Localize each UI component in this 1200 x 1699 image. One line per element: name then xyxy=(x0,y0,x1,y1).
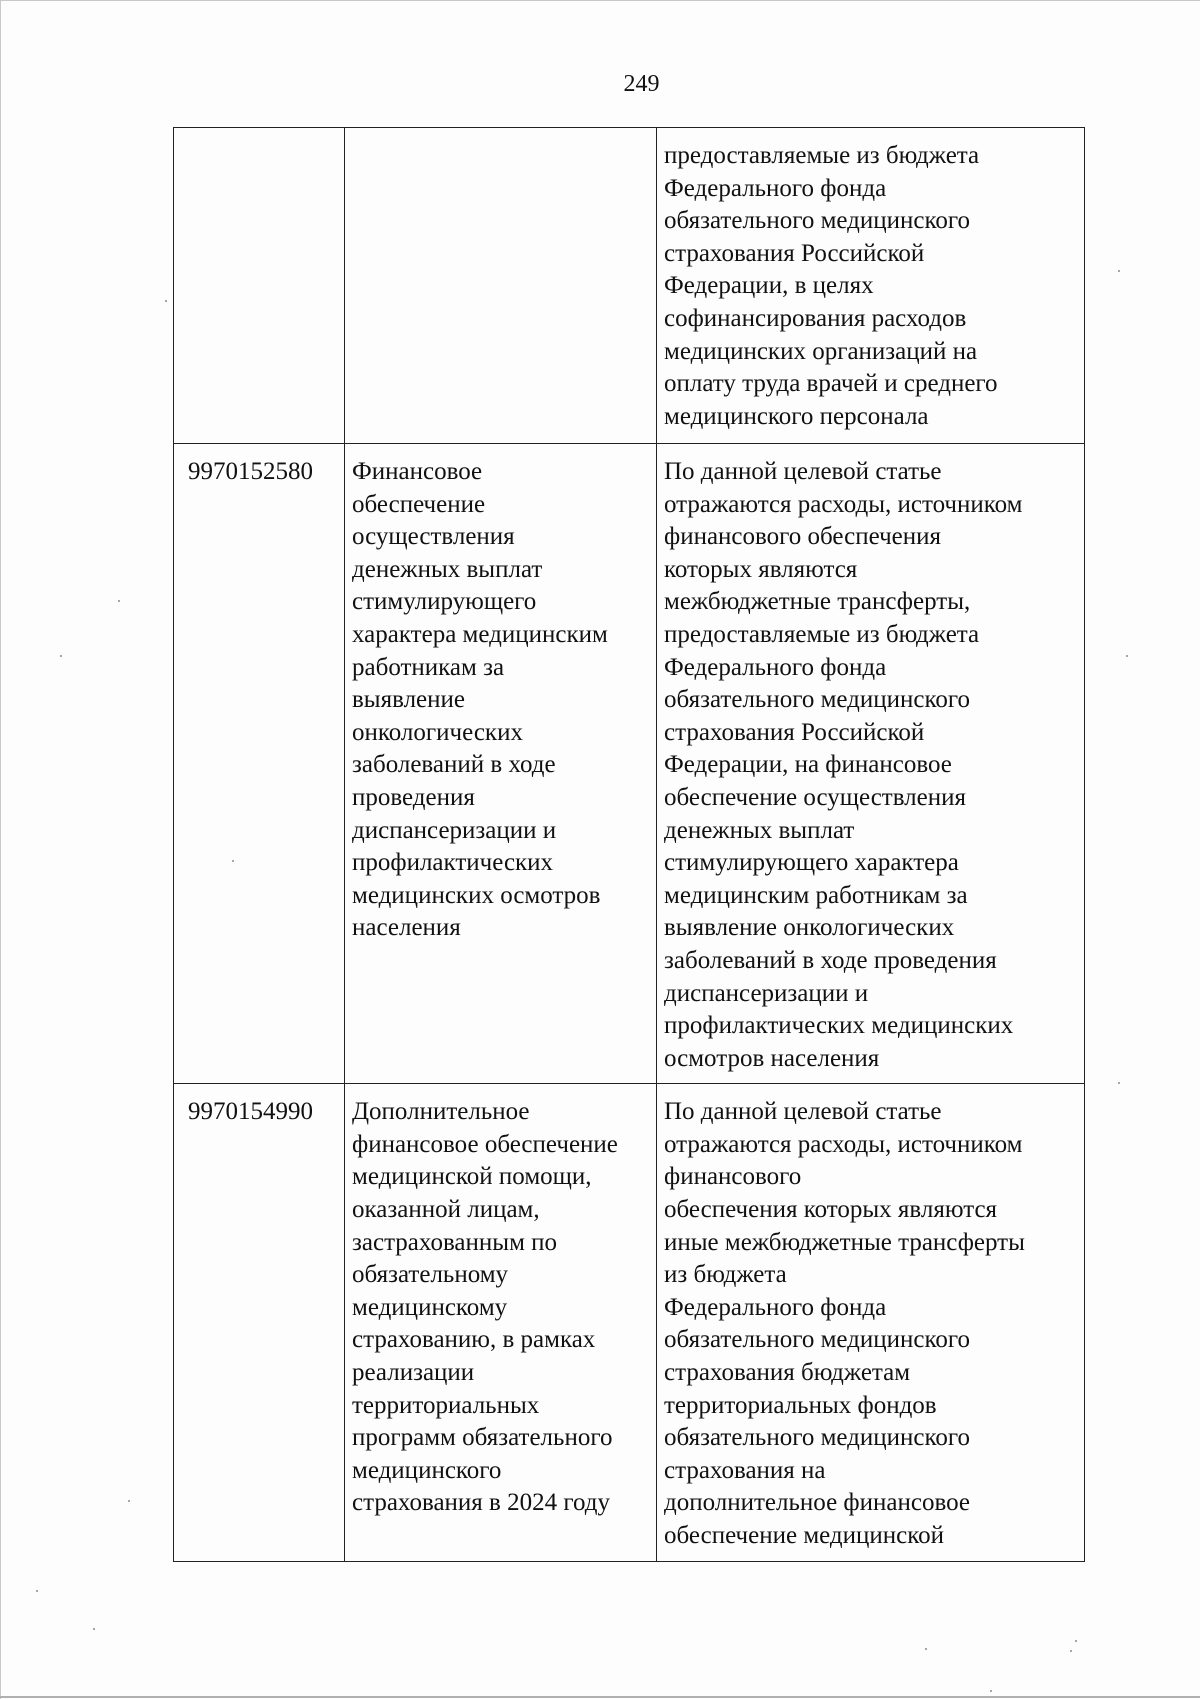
scan-edge-bottom xyxy=(0,1696,1200,1698)
scan-speck xyxy=(925,1648,927,1650)
target-item-code-cell: 9970152580 xyxy=(174,444,345,1084)
table-row xyxy=(174,1084,1085,1561)
scan-speck xyxy=(1075,1640,1077,1642)
scan-speck xyxy=(1070,1650,1072,1652)
scan-speck xyxy=(1126,655,1128,657)
target-item-name-cell: Дополнительное финансовое обеспечение медицинской помощи, оказанной лицам, застрахованным по обязательному медицинскому страхованию, в рамках реализации территориальных программ обязательного медицинского страхования в 2024 году xyxy=(345,1084,657,1561)
scan-speck xyxy=(36,1590,38,1592)
target-item-description-cell: предоставляемые из бюджета Федерального фонда обязательного медицинского страхования Российской Федерации, в целях софинансирования расходов медицинских организаций на оплату труда врачей и среднего медицинского персонала xyxy=(657,128,1085,444)
target-item-code-cell xyxy=(174,128,345,444)
scan-speck xyxy=(1118,1082,1120,1084)
scan-edge-left xyxy=(0,0,1,1699)
target-item-description-cell: По данной целевой статье отражаются расходы, источником финансового обеспечения которых являются межбюджетные трансферты, предоставляемые из бюджета Федерального фонда обязательного медицинского страхования Российской Федерации, на финансовое обеспечение осуществления денежных выплат стимулирующего характера медицинским работникам за выявление онкологических заболеваний в ходе проведения диспансеризации и профилактических медицинских осмотров населения xyxy=(657,444,1085,1084)
scan-speck xyxy=(118,600,120,602)
table-row xyxy=(174,444,1085,1084)
budget-classification-table xyxy=(173,127,1085,1562)
target-item-description-cell: По данной целевой статье отражаются расходы, источником финансового обеспечения которых являются иные межбюджетные трансферты из бюджета Федерального фонда обязательного медицинского страхования бюджетам территориальных фондов обязательного медицинского страхования на дополнительное финансовое обеспечение медицинской xyxy=(657,1084,1085,1561)
table-row xyxy=(174,128,1085,444)
scan-speck xyxy=(128,1500,130,1502)
scan-edge-top xyxy=(0,0,1200,1)
scan-speck xyxy=(165,300,167,302)
target-item-name-cell xyxy=(345,128,657,444)
target-item-code-cell: 9970154990 xyxy=(174,1084,345,1561)
scan-speck xyxy=(60,655,62,657)
page-number: 249 xyxy=(623,71,660,97)
target-item-name-cell: Финансовое обеспечение осуществления денежных выплат стимулирующего характера медицинским работникам за выявление онкологических заболеваний в ходе проведения диспансеризации и профилактических медицинских осмотров населения xyxy=(345,444,657,1084)
scan-speck xyxy=(93,1628,95,1630)
scan-speck xyxy=(1118,270,1120,272)
scan-speck xyxy=(990,1690,992,1692)
scan-speck xyxy=(232,860,234,862)
